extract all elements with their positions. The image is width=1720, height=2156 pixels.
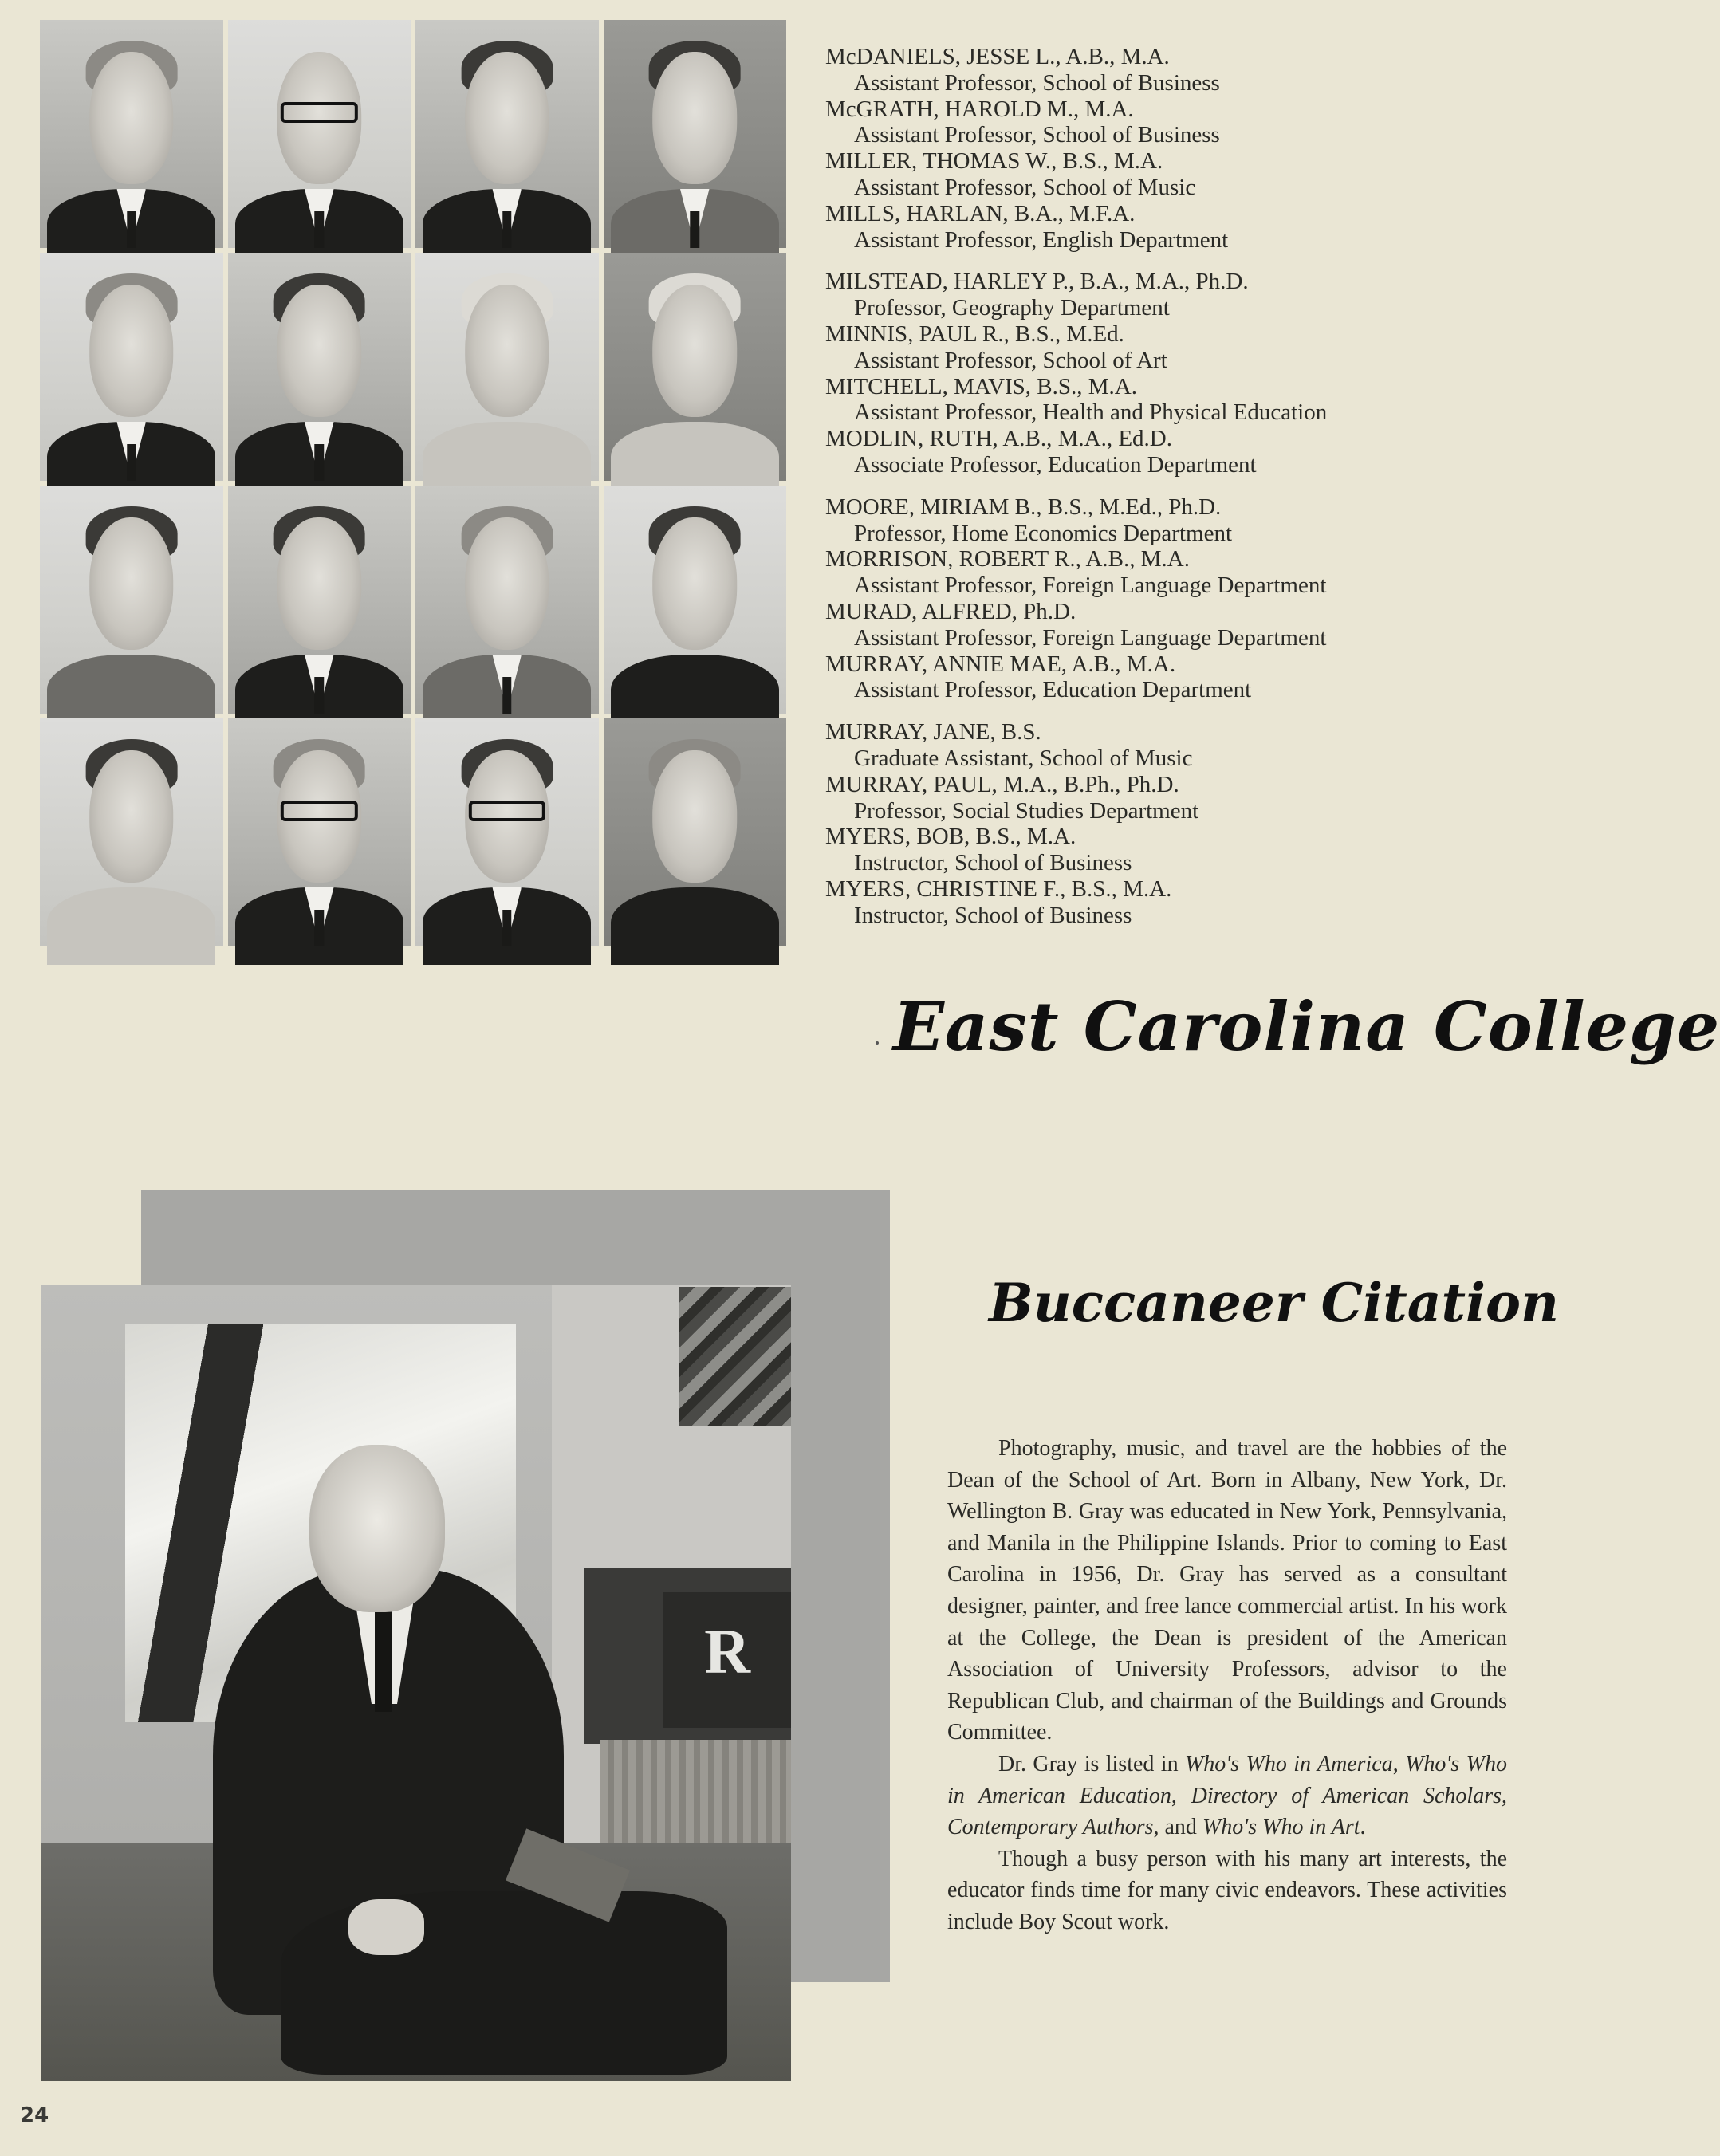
faculty-title: Professor, Home Economics Department (854, 520, 1232, 546)
faculty-name: MURRAY, JANE, B.S. (825, 719, 1041, 746)
portrait-mills (604, 20, 787, 248)
work-title: Contemporary Authors (947, 1815, 1154, 1840)
dean-face (309, 1445, 445, 1612)
portrait-myers-bob (415, 718, 599, 946)
work-title: Who's Who in Art (1202, 1815, 1360, 1840)
portrait-moore (40, 486, 223, 714)
portrait-mcgrath (228, 20, 411, 248)
book-box: R (663, 1592, 791, 1728)
faculty-title: Assistant Professor, School of Music (854, 174, 1196, 200)
faculty-list (825, 44, 1463, 945)
article-text: and (1164, 1815, 1197, 1840)
faculty-group-1 (825, 44, 1463, 253)
faculty-name: MURAD, ALFRED, Ph.D. (825, 598, 1076, 624)
dean-legs (281, 1891, 727, 2075)
faculty-name: MYERS, BOB, B.S., M.A. (825, 824, 1076, 850)
faculty-title: Assistant Professor, Health and Physical Education (854, 399, 1328, 426)
faculty-name: MITCHELL, MAVIS, B.S., M.A. (825, 373, 1138, 399)
portrait-mitchell (415, 253, 599, 481)
dean-photo (41, 1285, 791, 2081)
portrait-mcdaniels (40, 20, 223, 248)
work-title: Directory of American Scholars (1191, 1783, 1502, 1808)
portrait-milstead (40, 253, 223, 481)
portrait-miller (415, 20, 599, 248)
citation-heading: Buccaneer Citation (989, 1272, 1560, 1334)
faculty-name: MODLIN, RUTH, A.B., M.A., Ed.D. (825, 426, 1172, 452)
faculty-name: MYERS, CHRISTINE F., B.S., M.A. (825, 875, 1172, 902)
faculty-name: McGRATH, HAROLD M., M.A. (825, 96, 1134, 122)
faculty-group-3 (825, 494, 1463, 703)
faculty-group-2 (825, 269, 1463, 478)
faculty-portrait-grid (40, 20, 786, 946)
faculty-name: McDANIELS, JESSE L., A.B., M.A. (825, 44, 1170, 69)
faculty-name: MILLER, THOMAS W., B.S., M.A. (825, 148, 1163, 175)
article-paragraph-2: Dr. Gray is listed in Who's Who in America, Who's Who in American Education, Directory of American Scholars, Contemporary Authors, and Who's Who in Art. (947, 1751, 1507, 1840)
portrait-myers-christine (604, 718, 787, 946)
faculty-name: MURRAY, PAUL, M.A., B.Ph., Ph.D. (825, 771, 1179, 797)
dean-hand (348, 1899, 424, 1955)
work-title: Who's Who in American Education (947, 1751, 1507, 1808)
faculty-name: MILSTEAD, HARLEY P., B.A., M.A., Ph.D. (825, 269, 1249, 295)
faculty-title: Associate Professor, Education Department (854, 451, 1257, 478)
citation-article (947, 1433, 1507, 1938)
article-paragraph-3: Though a busy person with his many art interests, the educator finds time for many civic endeavors. These activities include Boy Scout work. (947, 1846, 1507, 1934)
faculty-title: Assistant Professor, Education Department (854, 677, 1252, 703)
faculty-name: MILLS, HARLAN, B.A., M.F.A. (825, 200, 1136, 226)
college-heading: East Carolina College (893, 987, 1720, 1066)
faculty-title: Instructor, School of Business (854, 902, 1132, 928)
faculty-title: Graduate Assistant, School of Music (854, 745, 1193, 771)
portrait-murray-paul (228, 718, 411, 946)
faculty-title: Professor, Geography Department (854, 295, 1170, 321)
dean-tie (375, 1600, 392, 1712)
small-painting (679, 1287, 791, 1426)
faculty-name: MINNIS, PAUL R., B.S., M.Ed. (825, 321, 1124, 347)
faculty-title: Assistant Professor, School of Business (854, 122, 1220, 148)
work-title: Who's Who in America (1184, 1751, 1393, 1776)
faculty-title: Assistant Professor, English Department (854, 226, 1229, 253)
faculty-title: Assistant Professor, School of Business (854, 69, 1220, 96)
faculty-title: Assistant Professor, School of Art (854, 347, 1167, 373)
portrait-morrison (228, 486, 411, 714)
portrait-murray-annie-mae (604, 486, 787, 714)
faculty-title: Professor, Social Studies Department (854, 797, 1199, 824)
faculty-name: MURRAY, ANNIE MAE, A.B., M.A. (825, 651, 1176, 677)
article-paragraph-1: Photography, music, and travel are the hobbies of the Dean of the School of Art. Born in Albany, New York, Dr. Wellington B. Gray was educated in New York, Pennsylvania, and Manila in the Philippine Islands. Prior to coming to East Carolina in 1956, Dr. Gray has served as a consultant designer, painter, and free lance commercial artist. In his work at the College, the Dean is president of the American Association of University Professors, advisor to the Republican Club, and chairman of the Buildings and Grounds Committee. (947, 1436, 1507, 1745)
portrait-minnis (228, 253, 411, 481)
portrait-modlin (604, 253, 787, 481)
faculty-title: Assistant Professor, Foreign Language Department (854, 624, 1327, 651)
faculty-name: MOORE, MIRIAM B., B.S., M.Ed., Ph.D. (825, 494, 1222, 520)
portrait-murad (415, 486, 599, 714)
page-number: 24 (20, 2103, 49, 2127)
portrait-murray-jane (40, 718, 223, 946)
faculty-title: Instructor, School of Business (854, 850, 1132, 876)
faculty-group-4 (825, 719, 1463, 928)
article-text: Dr. Gray is listed in (998, 1751, 1185, 1776)
faculty-name: MORRISON, ROBERT R., A.B., M.A. (825, 546, 1190, 572)
stray-dot (876, 1041, 879, 1045)
faculty-title: Assistant Professor, Foreign Language Department (854, 572, 1327, 599)
